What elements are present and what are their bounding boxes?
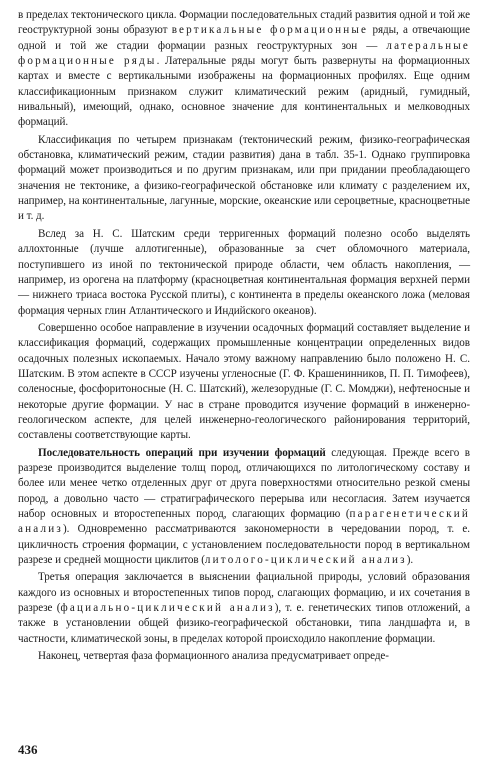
paragraph-mineral-formations: Совершенно особое направление в изучении осадочных формаций составляет выделение и классификация формаций, содержащих промышленные концентрации определенных видов осадочных полезных ископаемых. Начало этому важному направлению было положено Н. С. Шатским. В этом аспекте в СССР изучены угленосные (Г. Ф. Крашенинников, П. П. Тимофеев), соленосные, фосфоритоносные (Н. С. Шатский), железорудные (Г. С. Момджи), нефтеносные и некоторые другие формации. У нас в стране проводится изучение формаций в инженерно-геологическом аспекте, для целей инженерно-геологического районирования территорий, составлены соответствующие карты. <box>18 321 470 442</box>
text-fragment: ). <box>406 554 414 567</box>
spaced-term-litho-cyclic: литолого-циклический анализ <box>204 554 407 567</box>
text-fragment: ряды, а отвечающие одной и той же стадии формации разных геоструктурных зон — <box>18 24 470 52</box>
text-fragment: . Латеральные ряды могут быть развернуты на формационных картах и вместе с вертикальными изображены на формационных профилях. Еще одним классификационным признаком служит климатический режим (аридный, гумидный, нивальный), имеющий, однако, основное значение для континентальных и мелководных формаций. <box>18 55 470 129</box>
text-fragment: в пределах тектонического цикла. Формации последовательных стадий развития одной и той же геоструктурной зоны образуют <box>18 9 470 37</box>
text-fragment: ). Одновременно рассматриваются закономерности в чередовании пород, т. е. цикличность строения формации, с установлением последовательности пород в вертикальном разрезе и средней мощности циклитов ( <box>18 523 470 567</box>
spaced-term-paragenetic: парагенетический анализ <box>18 508 470 536</box>
paragraph-operation-sequence <box>18 446 470 569</box>
spaced-term-vertical-series: вертикальные формационные <box>171 24 369 37</box>
page-number: 436 <box>18 742 38 757</box>
text-fragment: Третья операция заключается в выяснении фациальной природы, условий образования каждого из основных и второстепенных типов пород, слагающих формацию, и их сочетания в разрезе ( <box>18 571 470 615</box>
spaced-term-lateral-series: латеральные формационные ряды <box>18 39 470 68</box>
text-fragment: ), т. е. генетических типов отложений, а также в установлении общей физико-географической обстановки, типа ландшафта и, в частности, климатической зоны, в пределах которой происходило накопление формации. <box>18 602 470 645</box>
paragraph-fourth-phase: Наконец, четвертая фаза формационного анализа предусматривает опреде- <box>38 650 389 663</box>
paragraph-allochthonous: Вслед за Н. С. Шатским среди терригенных формаций полезно особо выделять аллохтонные (лучше аллотигенные), образованные за счет обломочного материала, поступившего из иной по тектонической природе области, чем область накопления, — например, из орогена на платформу (красноцветная континентальная формация верхней перми — нижнего триаса востока Русской плиты), с континента в пределы океанского ложа (меловая формация черных глин Атлантического и Индийского океанов). <box>18 227 470 317</box>
paragraph-formation-series <box>18 8 470 131</box>
bold-heading: Последовательность операций при изучении формаций <box>38 446 326 459</box>
paragraph-third-operation <box>18 570 470 647</box>
text-fragment: следующая. Прежде всего в разрезе производится выделение толщ пород, отличающихся по литологическому составу и более или менее четко отделенных друг от друга поверхностями относительно резкой смены пород, а довольно часто — стратиграфического перерыва или несогласия. Затем изучается набор основных и второстепенных пород, слагающих формацию ( <box>18 446 470 520</box>
spaced-term-facies-cyclic: фациально-циклический анализ <box>60 602 275 615</box>
paragraph-classification: Классификация по четырем признакам (тектонический режим, физико-географическая обстановка, климатический режим, стадии развития) дана в табл. 35-1. Однако группировка формаций может производиться и по другим признакам, или при придании преобладающего значения не тектонике, а физико-географической обстановке или климату с разделением их, например, на континентальные, лагунные, морские, океанские или сероцветные, красноцветные и т. д. <box>18 133 470 223</box>
